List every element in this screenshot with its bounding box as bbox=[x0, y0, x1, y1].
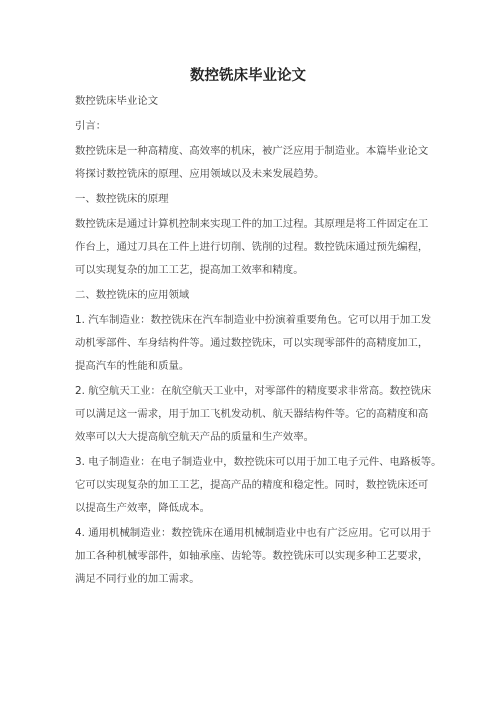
list-item-line: 3. 电子制造业：在电子制造业中，数控铣床可以用于加工电子元件、电路板等。 bbox=[75, 456, 442, 468]
list-item-line: 2. 航空航天工业：在航空航天工业中，对零部件的精度要求非常高。数控铣床 bbox=[75, 385, 432, 397]
list-item-line: 满足不同行业的加工需求。 bbox=[75, 573, 200, 585]
list-item-line: 效率可以大大提高航空航天产品的质量和生产效率。 bbox=[75, 431, 314, 443]
paragraph-line: 可以实现复杂的加工工艺，提高加工效率和精度。 bbox=[75, 264, 304, 276]
paragraph-line: 数控铣床是一种高精度、高效率的机床，被广泛应用于制造业。本篇毕业论文 bbox=[75, 145, 429, 157]
intro-label: 引言： bbox=[75, 120, 107, 132]
list-item-line: 加工各种机械零部件，如轴承座、齿轮等。数控铣床可以实现多种工艺要求， bbox=[75, 550, 429, 562]
list-item-line: 1. 汽车制造业：数控铣床在汽车制造业中扮演着重要角色。它可以用于加工发 bbox=[75, 314, 432, 326]
list-item-line: 4. 通用机械制造业：数控铣床在通用机械制造业中也有广泛应用。它可以用于 bbox=[75, 527, 432, 539]
subtitle-line: 数控铣床毕业论文 bbox=[75, 95, 159, 107]
document-title: 数控铣床毕业论文 bbox=[190, 68, 306, 84]
list-item-line: 以提高生产效率，降低成本。 bbox=[75, 502, 211, 514]
list-item-line: 可以满足这一需求，用于加工飞机发动机、航天器结构件等。它的高精度和高 bbox=[75, 408, 429, 420]
paragraph-line: 作台上，通过刀具在工件上进行切削、铣削的过程。数控铣床通过预先编程， bbox=[75, 241, 429, 253]
section-heading: 一、数控铣床的原理 bbox=[75, 193, 169, 205]
list-item-line: 动机零部件、车身结构件等。通过数控铣床，可以实现零部件的高精度加工， bbox=[75, 337, 429, 349]
paragraph-line: 数控铣床是通过计算机控制来实现工件的加工过程。其原理是将工件固定在工 bbox=[75, 218, 429, 230]
section-heading: 二、数控铣床的应用领域 bbox=[75, 289, 190, 301]
list-item-line: 它可以实现复杂的加工工艺，提高产品的精度和稳定性。同时，数控铣床还可 bbox=[75, 479, 429, 491]
paragraph-line: 将探讨数控铣床的原理、应用领域以及未来发展趋势。 bbox=[75, 168, 325, 180]
list-item-line: 提高汽车的性能和质量。 bbox=[75, 360, 190, 372]
